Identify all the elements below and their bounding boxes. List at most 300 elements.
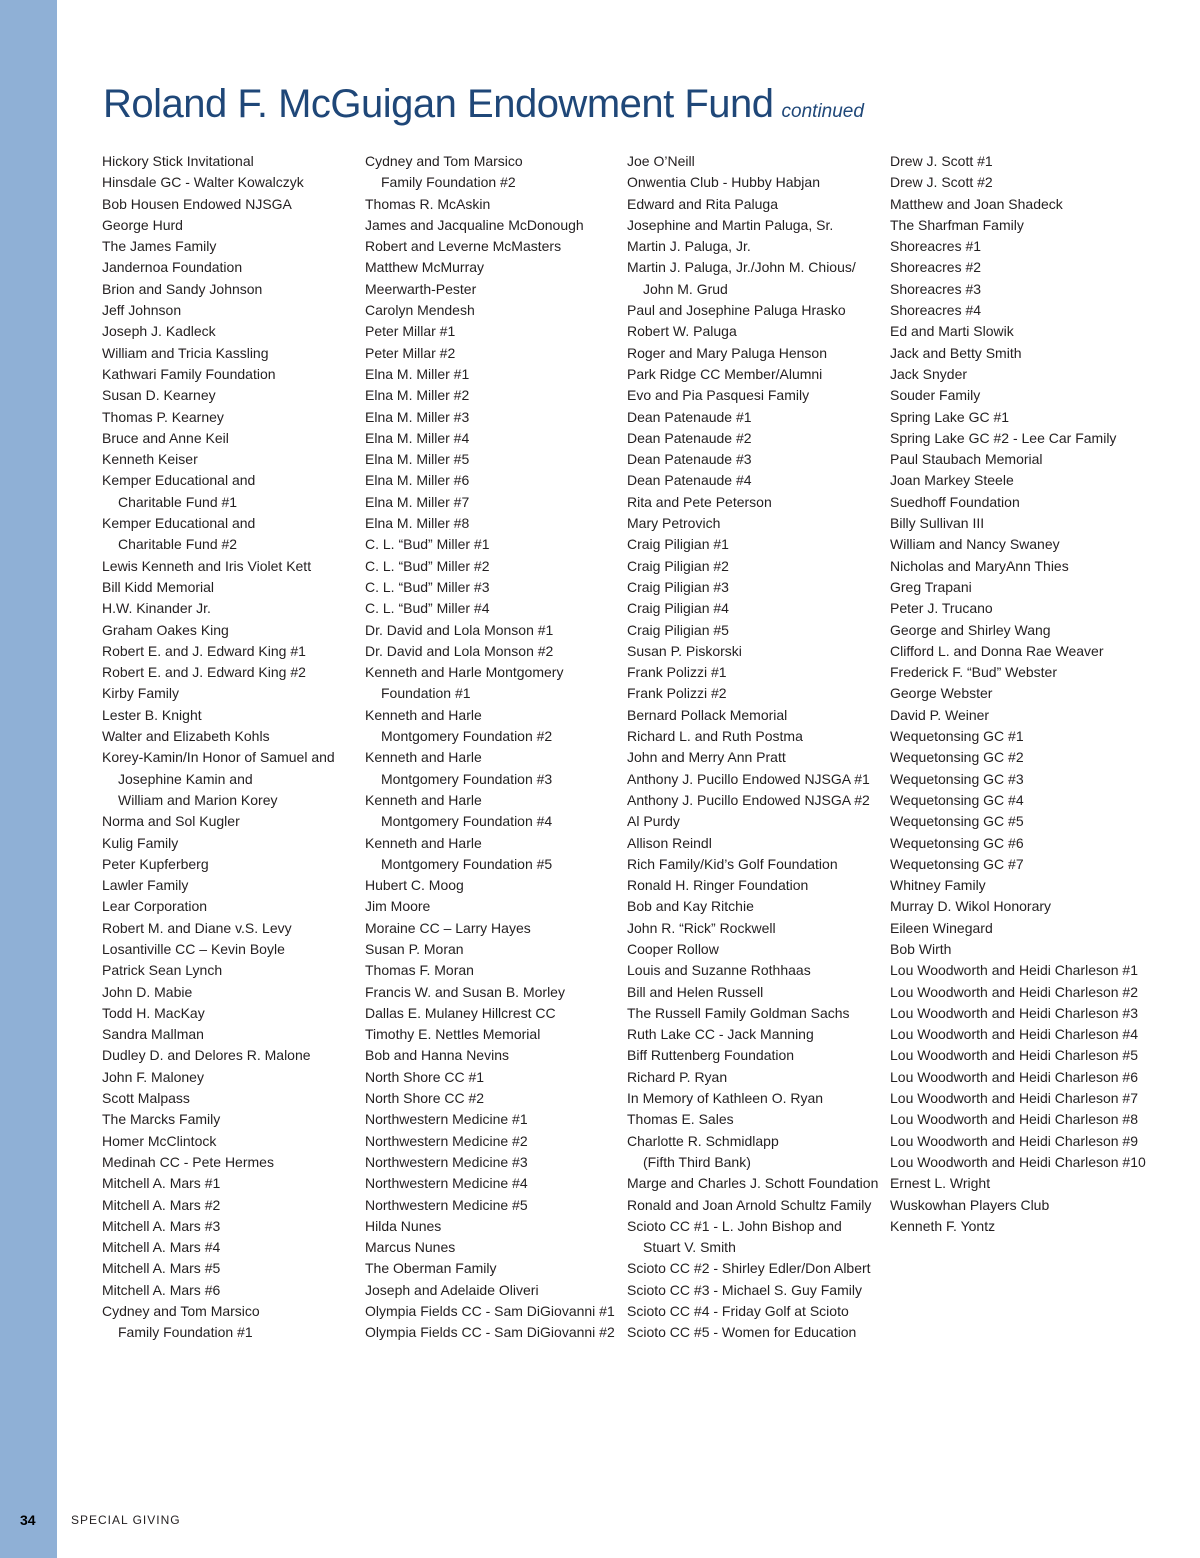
donor-name: Whitney Family [890,877,986,894]
donor-entry [102,470,335,513]
donor-entry [890,1088,1146,1109]
donor-entry [102,556,335,577]
donor-entry [627,982,878,1003]
donor-name: Bruce and Anne Keil [102,429,229,446]
donor-entry [890,662,1146,683]
donor-entry [102,172,335,193]
donor-name: Bill Kidd Memorial [102,578,215,595]
donor-entry [890,726,1146,747]
donor-name: Rita and Pete Peterson [627,493,772,510]
donor-entry [890,705,1146,726]
donor-entry [890,960,1146,981]
donor-name: Spring Lake GC #2 - Lee Car Family [890,429,1117,446]
donor-name: Robert M. and Diane v.S. Levy [102,919,292,936]
donor-name: Spring Lake GC #1 [890,408,1010,425]
donor-entry [890,747,1146,768]
donor-name-continued: Montgomery Foundation #4 [381,813,553,830]
donor-entry [890,620,1146,641]
donor-name: Kenneth Keiser [102,451,198,468]
donor-name: Allison Reindl [627,834,712,851]
donor-entry [627,747,878,768]
donor-entry [627,854,878,875]
donor-entry [102,1003,335,1024]
donor-name: Kenneth F. Yontz [890,1217,996,1234]
donor-name: The Marcks Family [102,1111,221,1128]
donor-name: Brion and Sandy Johnson [102,280,263,297]
donor-entry [627,726,878,747]
donor-name: Elna M. Miller #4 [365,429,470,446]
donor-entry [627,1109,878,1130]
donor-name: Scioto CC #2 - Shirley Edler/Don Albert [627,1260,871,1277]
donor-entry [365,598,615,619]
donor-name: Park Ridge CC Member/Alumni [627,365,823,382]
donor-entry [890,151,1146,172]
donor-name: Martin J. Paluga, Jr. [627,238,751,255]
donor-entry [627,918,878,939]
donor-name: Kenneth and Harle [365,791,482,808]
donor-entry [627,1258,878,1279]
donor-entry [890,556,1146,577]
donor-name: Olympia Fields CC - Sam DiGiovanni #1 [365,1303,615,1320]
donor-entry [890,598,1146,619]
donor-name: Wuskowhan Players Club [890,1196,1050,1213]
donor-name: Elna M. Miller #2 [365,387,470,404]
donor-name: Craig Piligian #4 [627,600,729,617]
donor-entry [365,1173,615,1194]
donor-name: Northwestern Medicine #5 [365,1196,528,1213]
donor-entry [890,811,1146,832]
donor-name: Dudley D. and Delores R. Malone [102,1047,311,1064]
donor-entry [365,428,615,449]
donor-entry [890,215,1146,236]
donor-name: C. L. “Bud” Miller #2 [365,557,490,574]
donor-name: Wequetonsing GC #7 [890,855,1024,872]
donor-entry [102,875,335,896]
donor-name: Bob Housen Endowed NJSGA [102,195,292,212]
donor-entry [365,620,615,641]
donor-entry [890,577,1146,598]
donor-name: Wequetonsing GC #5 [890,813,1024,830]
donor-name: Mitchell A. Mars #3 [102,1217,221,1234]
donor-entry [890,1173,1146,1194]
donor-entry [102,1088,335,1109]
donor-name-continued: Montgomery Foundation #2 [381,728,553,745]
donor-name: Lou Woodworth and Heidi Charleson #6 [890,1068,1139,1085]
donor-entry [627,428,878,449]
donor-entry [102,918,335,939]
donor-name: George and Shirley Wang [890,621,1051,638]
donor-name: Hilda Nunes [365,1217,442,1234]
donor-entry [365,1195,615,1216]
donor-entry [890,513,1146,534]
donor-name: Charlotte R. Schmidlapp [627,1132,779,1149]
donor-entry [102,854,335,875]
donor-name: George Webster [890,685,993,702]
donor-name: Susan D. Kearney [102,387,216,404]
donor-name: Susan P. Piskorski [627,642,742,659]
donor-name: Graham Oakes King [102,621,229,638]
donor-name: Northwestern Medicine #1 [365,1111,528,1128]
donor-name: Elna M. Miller #5 [365,451,470,468]
donor-entry [365,300,615,321]
donor-name: Thomas F. Moran [365,962,474,979]
donor-entry [627,534,878,555]
donor-entry [890,1003,1146,1024]
donor-entry [890,982,1146,1003]
donor-name: The Russell Family Goldman Sachs [627,1004,850,1021]
donor-entry [890,1152,1146,1173]
donor-name: Thomas P. Kearney [102,408,224,425]
donor-entry [890,1024,1146,1045]
donor-name: Timothy E. Nettles Memorial [365,1026,541,1043]
donor-entry [365,236,615,257]
donor-name: Ruth Lake CC - Jack Manning [627,1026,814,1043]
donor-entry [627,1216,878,1259]
donor-name: Robert W. Paluga [627,323,737,340]
donor-name: Dean Patenaude #4 [627,472,752,489]
donor-name: Kenneth and Harle [365,749,482,766]
donor-name: Dr. David and Lola Monson #1 [365,621,554,638]
donor-name: Mary Petrovich [627,515,721,532]
donor-entry [627,470,878,491]
donor-name: Shoreacres #2 [890,259,982,276]
donor-name: Hinsdale GC - Walter Kowalczyk [102,174,304,191]
donor-name: Anthony J. Pucillo Endowed NJSGA #1 [627,770,870,787]
donor-name: John D. Mabie [102,983,193,1000]
donor-entry [102,896,335,917]
donor-name: Scott Malpass [102,1090,190,1107]
donor-entry [365,875,615,896]
donor-name: Ronald H. Ringer Foundation [627,877,809,894]
donor-name: Frank Polizzi #1 [627,664,727,681]
donor-name: North Shore CC #2 [365,1090,485,1107]
donor-entry [890,683,1146,704]
donor-name: Lou Woodworth and Heidi Charleson #1 [890,962,1139,979]
title-continued-note: continued [781,101,864,122]
donor-entry [890,364,1146,385]
donor-entry [627,1173,878,1194]
donor-name: Dean Patenaude #3 [627,451,752,468]
donor-name: Joseph and Adelaide Oliveri [365,1281,539,1298]
donor-entry [627,960,878,981]
donor-name-continued: Stuart V. Smith [643,1239,736,1256]
donor-entry [102,833,335,854]
donor-name: Lou Woodworth and Heidi Charleson #7 [890,1090,1139,1107]
donor-name: John and Merry Ann Pratt [627,749,786,766]
donor-name-continued: Foundation #1 [381,685,471,702]
donor-entry [102,513,335,556]
donor-name: Dean Patenaude #2 [627,429,752,446]
donor-name: Kemper Educational and [102,515,256,532]
donor-entry [627,1322,878,1343]
donor-name-continued: John M. Grud [643,280,728,297]
donor-entry [365,1152,615,1173]
donor-name: Greg Trapani [890,578,972,595]
donor-name: Scioto CC #1 - L. John Bishop and [627,1217,842,1234]
donor-entry [627,1131,878,1174]
donor-entry [365,982,615,1003]
donor-name: Mitchell A. Mars #2 [102,1196,221,1213]
donor-name: Mitchell A. Mars #1 [102,1175,221,1192]
donor-entry [627,598,878,619]
donor-name: Kulig Family [102,834,179,851]
donor-name: Susan P. Moran [365,940,464,957]
donor-name: Josephine and Martin Paluga, Sr. [627,216,834,233]
donor-entry [102,811,335,832]
donor-entry [365,1045,615,1066]
donor-entry [890,1109,1146,1130]
donor-entry [627,620,878,641]
donor-name: Lou Woodworth and Heidi Charleson #10 [890,1153,1146,1170]
donor-name: George Hurd [102,216,183,233]
donor-name-continued: Family Foundation #1 [118,1324,253,1341]
donor-name: Edward and Rita Paluga [627,195,778,212]
donor-name: Joe O’Neill [627,153,695,169]
donor-entry [627,513,878,534]
donor-name: Craig Piligian #3 [627,578,729,595]
donor-entry [890,534,1146,555]
donor-entry [102,982,335,1003]
donor-entry [365,407,615,428]
donor-name: Lou Woodworth and Heidi Charleson #5 [890,1047,1139,1064]
donor-name: Peter Millar #2 [365,344,456,361]
donor-name: Joan Markey Steele [890,472,1014,489]
donor-entry [627,1280,878,1301]
donor-name: Jandernoa Foundation [102,259,243,276]
donor-name: Bob Wirth [890,940,952,957]
donor-entry [102,215,335,236]
donor-entry [102,705,335,726]
donor-entry [102,300,335,321]
donor-name: Kirby Family [102,685,180,702]
donor-name: Hubert C. Moog [365,877,464,894]
donor-name: Jack Snyder [890,365,968,382]
donor-entry [890,1195,1146,1216]
donor-name: Jeff Johnson [102,302,182,319]
donor-name: Shoreacres #1 [890,238,982,255]
donor-name: C. L. “Bud” Miller #1 [365,536,490,553]
donor-entry [365,1088,615,1109]
donor-entry [365,896,615,917]
donor-entry [102,1173,335,1194]
donor-name: C. L. “Bud” Miller #4 [365,600,490,617]
donor-name: Wequetonsing GC #1 [890,728,1024,745]
donor-name: Francis W. and Susan B. Morley [365,983,565,1000]
donor-name: Olympia Fields CC - Sam DiGiovanni #2 [365,1324,615,1341]
donor-entry [890,896,1146,917]
donor-name: Northwestern Medicine #4 [365,1175,528,1192]
donor-name: Medinah CC - Pete Hermes [102,1153,274,1170]
donor-entry [102,747,335,811]
donor-entry [627,1067,878,1088]
donor-entry [365,1131,615,1152]
donor-name: Carolyn Mendesh [365,302,475,319]
donor-name: Craig Piligian #1 [627,536,729,553]
donor-name: Ed and Marti Slowik [890,323,1014,340]
donor-entry [365,939,615,960]
donor-entry [102,1152,335,1173]
donor-name: Al Purdy [627,813,680,830]
donor-name: Peter Kupferberg [102,855,209,872]
donor-entry [890,1131,1146,1152]
donor-entry [890,470,1146,491]
donor-name: Paul and Josephine Paluga Hrasko [627,302,846,319]
donor-entry [102,641,335,662]
title-main: Roland F. McGuigan Endowment Fund [103,82,774,126]
donor-entry [627,641,878,662]
donor-entry [890,1045,1146,1066]
donor-entry [890,790,1146,811]
donor-entry [627,300,878,321]
donor-name: Bob and Hanna Nevins [365,1047,509,1064]
donor-entry [102,1131,335,1152]
donor-entry [365,1024,615,1045]
donor-entry [365,194,615,215]
donor-entry [365,1109,615,1130]
donor-name: Drew J. Scott #1 [890,153,993,169]
donor-name: Bill and Helen Russell [627,983,764,1000]
donor-name-continued: Montgomery Foundation #5 [381,855,553,872]
donor-entry [890,641,1146,662]
donor-name: Hickory Stick Invitational [102,153,254,169]
donor-name: Joseph J. Kadleck [102,323,216,340]
donor-entry [365,1067,615,1088]
donor-name: Kenneth and Harle [365,834,482,851]
donor-name: Cydney and Tom Marsico [102,1303,260,1320]
donor-entry [102,343,335,364]
donor-entry [365,321,615,342]
donor-entry [102,1195,335,1216]
donor-name: Peter Millar #1 [365,323,456,340]
donor-name: Billy Sullivan III [890,515,985,532]
donor-name: Souder Family [890,387,981,404]
donor-entry [365,1003,615,1024]
donor-name: John R. “Rick” Rockwell [627,919,776,936]
donor-name: James and Jacqualine McDonough [365,216,584,233]
donor-entry [102,598,335,619]
donor-entry [365,1216,615,1237]
donor-name: Louis and Suzanne Rothhaas [627,962,811,979]
donor-entry [627,1088,878,1109]
donor-name: Scioto CC #3 - Michael S. Guy Family [627,1281,862,1298]
donor-entry [102,236,335,257]
donor-entry [102,1067,335,1088]
donor-entry [627,364,878,385]
donor-entry [627,833,878,854]
donor-entry [102,1109,335,1130]
donor-name: Frederick F. “Bud” Webster [890,664,1058,681]
donor-entry [365,705,615,748]
donor-entry [365,1258,615,1279]
donor-name: Shoreacres #4 [890,302,982,319]
donor-name: Kenneth and Harle [365,706,482,723]
donor-entry [102,577,335,598]
page-title [103,80,864,128]
donor-name: William and Tricia Kassling [102,344,269,361]
donor-entry [365,960,615,981]
donor-name: Biff Ruttenberg Foundation [627,1047,795,1064]
donor-entry [890,407,1146,428]
donor-entry [102,321,335,342]
donor-entry [365,790,615,833]
donor-name: Korey-Kamin/In Honor of Samuel and [102,749,335,766]
donor-entry [890,833,1146,854]
donor-entry [365,662,615,705]
donor-entry [102,194,335,215]
donor-name: The Sharfman Family [890,216,1024,233]
donor-name: Elna M. Miller #7 [365,493,470,510]
donor-name: Richard P. Ryan [627,1068,728,1085]
donor-entry [102,1258,335,1279]
donor-name: Marcus Nunes [365,1239,456,1256]
donor-name: Ronald and Joan Arnold Schultz Family [627,1196,872,1213]
donor-entry [365,492,615,513]
donor-name: Peter J. Trucano [890,600,993,617]
donor-entry [365,343,615,364]
donor-entry [627,194,878,215]
donor-name: Jack and Betty Smith [890,344,1022,361]
donor-entry [627,790,878,811]
donor-entry [627,556,878,577]
donor-column-4 [890,151,1146,1237]
donor-entry [627,257,878,300]
donor-name: Clifford L. and Donna Rae Weaver [890,642,1104,659]
donor-entry [890,257,1146,278]
donor-entry [102,1237,335,1258]
donor-name: Evo and Pia Pasquesi Family [627,387,810,404]
donor-name: Moraine CC – Larry Hayes [365,919,531,936]
donor-name: Walter and Elizabeth Kohls [102,728,270,745]
donor-name: David P. Weiner [890,706,990,723]
donor-name: Paul Staubach Memorial [890,451,1043,468]
donor-name: Robert E. and J. Edward King #2 [102,664,306,681]
donor-name: Elna M. Miller #3 [365,408,470,425]
donor-name: Shoreacres #3 [890,280,982,297]
donor-entry [627,1301,878,1322]
donor-entry [102,449,335,470]
donor-name: Wequetonsing GC #4 [890,791,1024,808]
donor-entry [890,385,1146,406]
donor-entry [890,918,1146,939]
donor-entry [627,1024,878,1045]
donor-entry [890,321,1146,342]
donor-entry [365,641,615,662]
donor-name-continued: Charitable Fund #1 [118,493,238,510]
donor-name: Todd H. MacKay [102,1004,205,1021]
donor-name: Frank Polizzi #2 [627,685,727,702]
donor-entry [365,279,615,300]
donor-entry [627,896,878,917]
donor-entry [627,705,878,726]
donor-entry [102,364,335,385]
donor-name: Dallas E. Mulaney Hillcrest CC [365,1004,556,1021]
donor-entry [627,875,878,896]
donor-name: Robert E. and J. Edward King #1 [102,642,306,659]
donor-name: Scioto CC #4 - Friday Golf at Scioto [627,1303,849,1320]
donor-entry [102,1216,335,1237]
donor-name: Elna M. Miller #6 [365,472,470,489]
donor-name: Mitchell A. Mars #6 [102,1281,221,1298]
donor-entry [365,215,615,236]
donor-name: Onwentia Club - Hubby Habjan [627,174,820,191]
donor-entry [365,577,615,598]
donor-entry [627,321,878,342]
donor-entry [365,1301,615,1322]
donor-name: Mitchell A. Mars #4 [102,1239,221,1256]
page-number: 34 [20,1512,36,1528]
donor-name: Drew J. Scott #2 [890,174,993,191]
donor-entry [365,1237,615,1258]
